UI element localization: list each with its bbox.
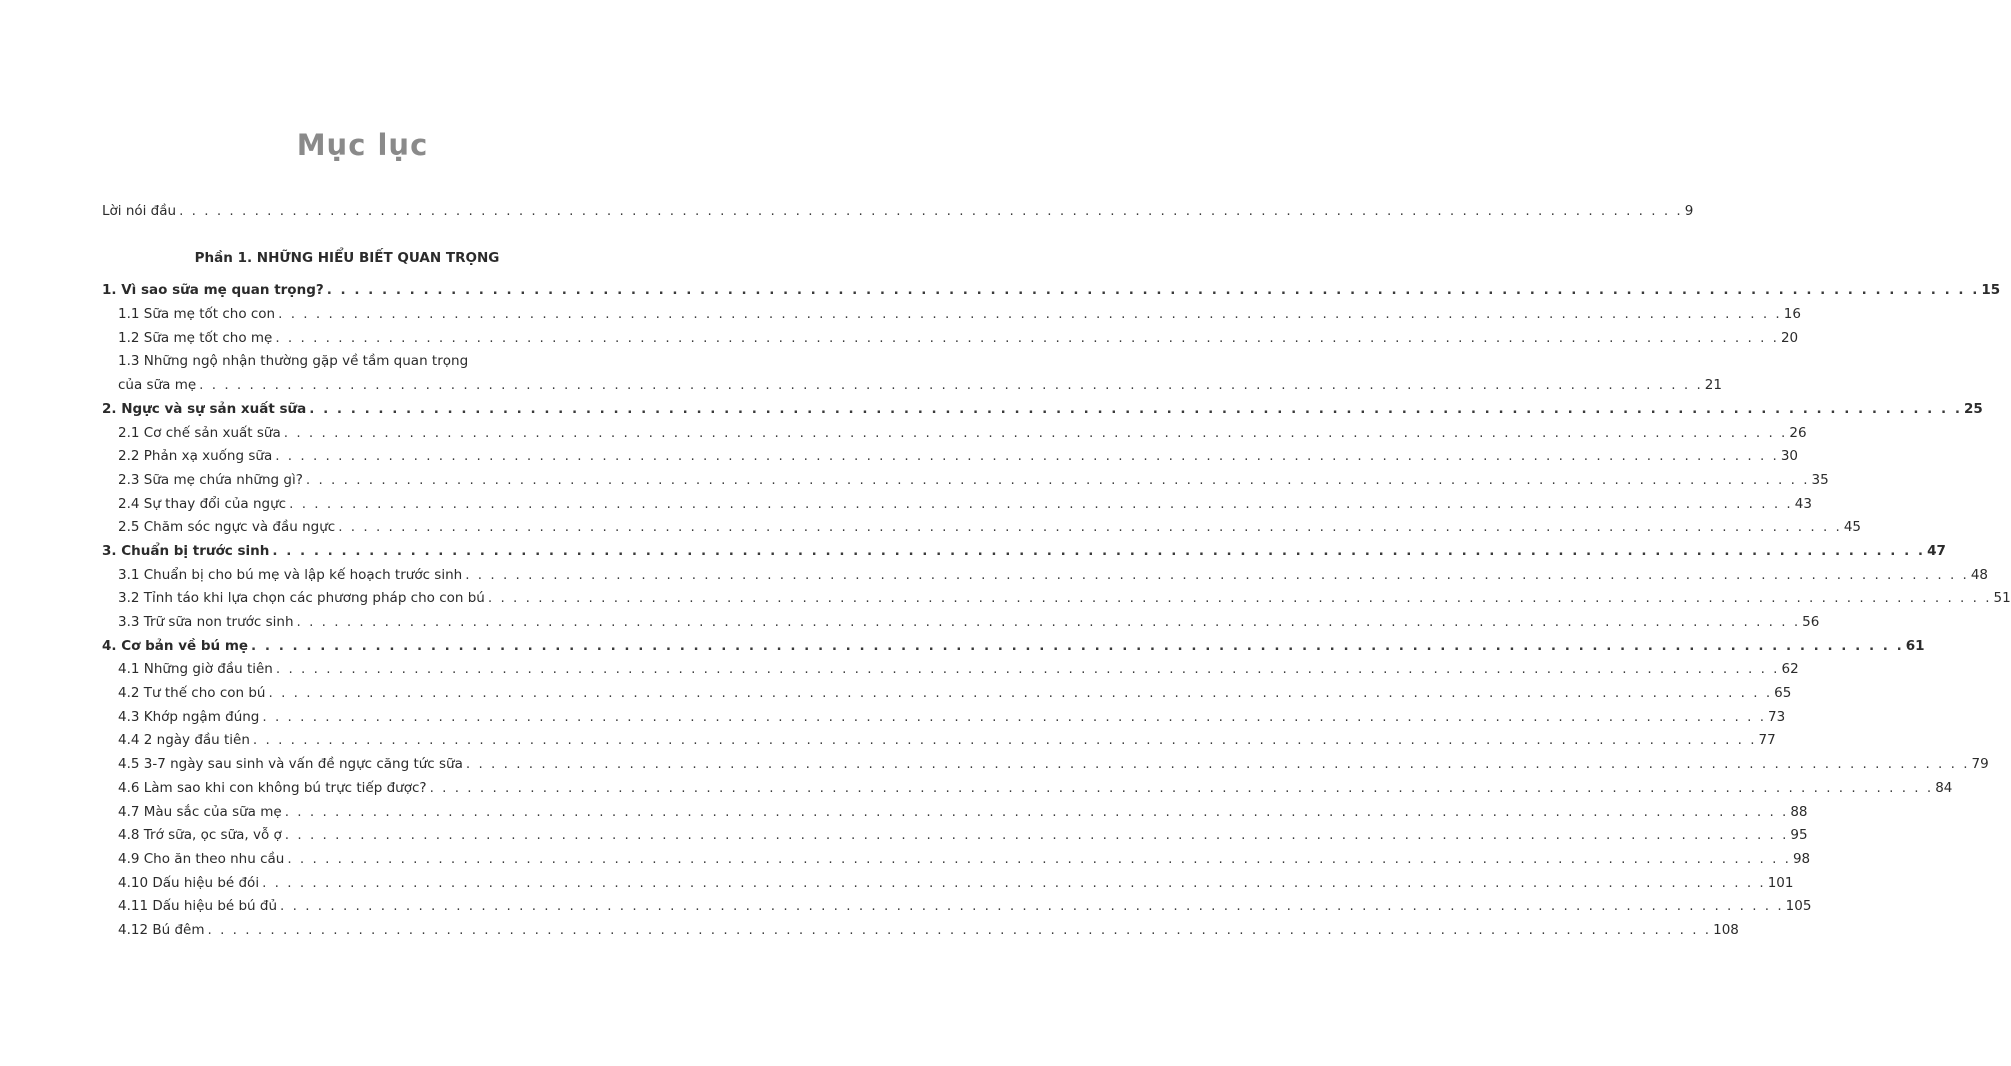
toc-page-number: 16 [1783, 306, 1801, 323]
toc-page-number: 26 [1789, 424, 1807, 441]
toc-entry-label: 2.3 Sữa mẹ chứa những gì? [118, 471, 303, 488]
toc-page-number: 98 [1792, 850, 1811, 867]
toc-page-number: 45 [1843, 519, 1862, 536]
toc-chapter-entry[interactable] [102, 279, 2001, 303]
dot-leader: . . . . . . . . . . . . . . . . . . . . . . . . . . . . . . . . . . . . . . . . . . . . . . . . . . . . . . . . . . . . . . . . . . . . . . . . . . . . . . . . . . . . . . . . . . . . . . . . . . . . . . . . . . . . . . . . . . . . . . . . [278, 306, 1782, 323]
toc-page-number: 20 [1780, 329, 1799, 346]
toc-entry[interactable] [102, 801, 1808, 825]
dot-leader: . . . . . . . . . . . . . . . . . . . . . . . . . . . . . . . . . . . . . . . . . . . . . . . . . . . . . . . . . . . . . . . . . . . . . . . . . . . . . . . . . . . . . . . . . . . . . . . . . . . . . . . . . . . . . . . . . . . . . . . . [284, 827, 1789, 844]
dot-leader: . . . . . . . . . . . . . . . . . . . . . . . . . . . . . . . . . . . . . . . . . . . . . . . . . . . . . . . . . . . . . . . . . . . . . . . . . . . . . . . . . . . . . . . . . . . . . . . . . . . . . . . . . . . . . . . . . . . . . . . . [252, 732, 1757, 749]
toc-page-number: 25 [1963, 400, 1983, 417]
toc-page-number: 62 [1781, 661, 1799, 678]
dot-leader: . . . . . . . . . . . . . . . . . . . . . . . . . . . . . . . . . . . . . . . . . . . . . . . . . . . . . . . . . . . . . . . . . . . . . . . . . . . . . . . . . . . . . . . . . . . . . . . . . . . . . . . . . . . . . . . . . . . . . . . . [179, 203, 1683, 219]
dot-leader: . . . . . . . . . . . . . . . . . . . . . . . . . . . . . . . . . . . . . . . . . . . . . . . . . . . . . . . . . . . . . . . . . . . . . . . . . . . . . . . . . . . . . . . . . . . . . . . . . . . . . . . . . . . . . . . . . . . . . . . . [207, 921, 1712, 938]
dot-leader: . . . . . . . . . . . . . . . . . . . . . . . . . . . . . . . . . . . . . . . . . . . . . . . . . . . . . . . . . . . . . . . . . . . . . . . . . . . . . . . . . . . . . . . . . . . . . . . . . . . . . . . . . . . . . . . . . . . . . . . . [283, 424, 1788, 441]
toc-entry[interactable] [102, 658, 1799, 682]
toc-entry[interactable] [102, 729, 1776, 753]
dot-leader: . . . . . . . . . . . . . . . . . . . . . . . . . . . . . . . . . . . . . . . . . . . . . . . . . . . . . . . . . . . . . . . . . . . . . . . . . . . . . . . . . . . . . . . . . . . . . . . . . . . . . . . . . . . . . . . . . . . . . . . . [289, 495, 1793, 512]
dot-leader: . . . . . . . . . . . . . . . . . . . . . . . . . . . . . . . . . . . . . . . . . . . . . . . . . . . . . . . . . . . . . . . . . . . . . . . . . . . . . . . . . . . . . . . . . . . . . . . . . . . . . . . . . . . . . . . . . . . . . . . . [251, 637, 1904, 654]
toc-entry[interactable] [102, 682, 1792, 706]
toc-entry-label: 1.1 Sữa mẹ tốt cho con [118, 306, 276, 323]
dot-leader: . . . . . . . . . . . . . . . . . . . . . . . . . . . . . . . . . . . . . . . . . . . . . . . . . . . . . . . . . . . . . . . . . . . . . . . . . . . . . . . . . . . . . . . . . . . . . . . . . . . . . . . . . . . . . . . . . . . . . . . . [338, 519, 1842, 536]
toc-entry[interactable] [102, 895, 1812, 919]
toc-entry-continuation[interactable] [102, 374, 1722, 398]
dot-leader: . . . . . . . . . . . . . . . . . . . . . . . . . . . . . . . . . . . . . . . . . . . . . . . . . . . . . . . . . . . . . . . . . . . . . . . . . . . . . . . . . . . . . . . . . . . . . . . . . . . . . . . . . . . . . . . . . . . . . . . . [275, 661, 1780, 678]
dot-leader: . . . . . . . . . . . . . . . . . . . . . . . . . . . . . . . . . . . . . . . . . . . . . . . . . . . . . . . . . . . . . . . . . . . . . . . . . . . . . . . . . . . . . . . . . . . . . . . . . . . . . . . . . . . . . . . . . . . . . . . . [309, 400, 1962, 417]
toc-entry[interactable] [102, 564, 1989, 588]
dot-leader: . . . . . . . . . . . . . . . . . . . . . . . . . . . . . . . . . . . . . . . . . . . . . . . . . . . . . . . . . . . . . . . . . . . . . . . . . . . . . . . . . . . . . . . . . . . . . . . . . . . . . . . . . . . . . . . . . . . . . . . . [272, 542, 1926, 559]
dot-leader: . . . . . . . . . . . . . . . . . . . . . . . . . . . . . . . . . . . . . . . . . . . . . . . . . . . . . . . . . . . . . . . . . . . . . . . . . . . . . . . . . . . . . . . . . . . . . . . . . . . . . . . . . . . . . . . . . . . . . . . . [280, 898, 1784, 915]
toc-entry-label: 4.7 Màu sắc của sữa mẹ [118, 803, 282, 820]
toc-chapter-entry[interactable] [102, 635, 1925, 659]
part-heading: Phần 1. NHỮNG HIỂU BIẾT QUAN TRỌNG [194, 249, 500, 266]
toc-page-number: 73 [1768, 708, 1786, 725]
toc-entry[interactable] [102, 706, 1786, 730]
toc-entry-label: 2.4 Sự thay đổi của ngực [118, 495, 287, 512]
dot-leader: . . . . . . . . . . . . . . . . . . . . . . . . . . . . . . . . . . . . . . . . . . . . . . . . . . . . . . . . . . . . . . . . . . . . . . . . . . . . . . . . . . . . . . . . . . . . . . . . . . . . . . . . . . . . . . . . . . . . . . . . [268, 685, 1773, 702]
toc-entry[interactable] [102, 422, 1807, 446]
toc-entry-label: 3.3 Trữ sữa non trước sinh [118, 614, 294, 630]
toc-entry[interactable] [102, 753, 1989, 777]
toc-entry[interactable] [102, 824, 1808, 848]
toc-page-number: 108 [1713, 921, 1739, 938]
toc-entry-label: 4.3 Khớp ngậm đúng [118, 708, 260, 725]
dot-leader: . . . . . . . . . . . . . . . . . . . . . . . . . . . . . . . . . . . . . . . . . . . . . . . . . . . . . . . . . . . . . . . . . . . . . . . . . . . . . . . . . . . . . . . . . . . . . . . . . . . . . . . . . . . . . . . . . . . . . . . . [275, 448, 1779, 465]
toc-page-number: 65 [1774, 685, 1792, 702]
toc-entry-label: 2. Ngực và sự sản xuất sữa [102, 400, 307, 417]
toc-page-number: 51 [1993, 590, 2011, 607]
dot-leader: . . . . . . . . . . . . . . . . . . . . . . . . . . . . . . . . . . . . . . . . . . . . . . . . . . . . . . . . . . . . . . . . . . . . . . . . . . . . . . . . . . . . . . . . . . . . . . . . . . . . . . . . . . . . . . . . . . . . . . . . [429, 779, 1934, 796]
toc-entry-label: 4.9 Cho ăn theo nhu cầu [118, 850, 285, 867]
dot-leader: . . . . . . . . . . . . . . . . . . . . . . . . . . . . . . . . . . . . . . . . . . . . . . . . . . . . . . . . . . . . . . . . . . . . . . . . . . . . . . . . . . . . . . . . . . . . . . . . . . . . . . . . . . . . . . . . . . . . . . . . [287, 850, 1791, 867]
toc-chapter-entry[interactable] [102, 540, 1946, 564]
toc-page-number: 30 [1780, 448, 1799, 465]
toc-entry-label: 1.2 Sữa mẹ tốt cho mẹ [118, 329, 273, 346]
toc-page-number: 84 [1935, 779, 1953, 796]
toc-entry[interactable] [102, 848, 1811, 872]
table-of-contents [102, 200, 2011, 943]
dot-leader: . . . . . . . . . . . . . . . . . . . . . . . . . . . . . . . . . . . . . . . . . . . . . . . . . . . . . . . . . . . . . . . . . . . . . . . . . . . . . . . . . . . . . . . . . . . . . . . . . . . . . . . . . . . . . . . . . . . . . . . . [305, 471, 1810, 488]
toc-entry-label: 4. Cơ bản về bú mẹ [102, 637, 249, 654]
toc-page-number: 9 [1684, 203, 1694, 219]
page-title: Mục lục [296, 128, 429, 162]
toc-entry-label: 2.5 Chăm sóc ngực và đầu ngực [118, 519, 336, 536]
toc-entry[interactable] [102, 350, 607, 374]
toc-page-number: 61 [1905, 637, 1925, 654]
toc-entry[interactable] [102, 587, 2011, 611]
toc-entry-label: 4.11 Dấu hiệu bé bú đủ [118, 898, 278, 915]
toc-page-number: 95 [1790, 827, 1808, 844]
toc-page-number: 56 [1802, 614, 1820, 630]
toc-entry-label: 1.3 Những ngộ nhận thường gặp về tầm quan trọng [118, 353, 469, 370]
toc-page-number: 101 [1767, 874, 1794, 891]
toc-entry-label: 1. Vì sao sữa mẹ quan trọng? [102, 282, 324, 299]
toc-entry[interactable] [102, 611, 1820, 635]
toc-entry-intro[interactable] [102, 200, 1694, 224]
toc-entry-label: Lời nói đầu [102, 203, 177, 219]
toc-entry-label: 2.1 Cơ chế sản xuất sữa [118, 424, 281, 441]
toc-page-number: 48 [1970, 566, 1989, 583]
toc-entry[interactable] [102, 919, 1739, 943]
toc-entries [102, 279, 2011, 942]
toc-page-number: 105 [1785, 898, 1812, 915]
toc-entry-label: 4.1 Những giờ đầu tiên [118, 661, 273, 678]
toc-page-number: 77 [1758, 732, 1776, 749]
toc-entry-label: 4.4 2 ngày đầu tiên [118, 732, 250, 749]
toc-page-number: 79 [1971, 756, 1989, 773]
toc-entry[interactable] [102, 469, 1829, 493]
dot-leader: . . . . . . . . . . . . . . . . . . . . . . . . . . . . . . . . . . . . . . . . . . . . . . . . . . . . . . . . . . . . . . . . . . . . . . . . . . . . . . . . . . . . . . . . . . . . . . . . . . . . . . . . . . . . . . . . . . . . . . . . [199, 377, 1703, 394]
toc-entry-label: 4.5 3-7 ngày sau sinh và vấn đề ngực căng tức sữa [118, 756, 463, 773]
toc-entry-label: 4.10 Dấu hiệu bé đói [118, 874, 260, 891]
toc-entry-label: 2.2 Phản xạ xuống sữa [118, 448, 273, 465]
toc-entry[interactable] [102, 872, 1794, 896]
toc-entry[interactable] [102, 303, 1801, 327]
toc-entry-label: của sữa mẹ [118, 377, 197, 394]
dot-leader: . . . . . . . . . . . . . . . . . . . . . . . . . . . . . . . . . . . . . . . . . . . . . . . . . . . . . . . . . . . . . . . . . . . . . . . . . . . . . . . . . . . . . . . . . . . . . . . . . . . . . . . . . . . . . . . . . . . . . . . . [296, 614, 1801, 630]
toc-page-number: 35 [1811, 471, 1829, 488]
toc-entry-label: 4.12 Bú đêm [118, 921, 205, 938]
dot-leader: . . . . . . . . . . . . . . . . . . . . . . . . . . . . . . . . . . . . . . . . . . . . . . . . . . . . . . . . . . . . . . . . . . . . . . . . . . . . . . . . . . . . . . . . . . . . . . . . . . . . . . . . . . . . . . . . . . . . . . . . [275, 329, 1779, 346]
toc-entry[interactable] [102, 777, 1953, 801]
dot-leader: . . . . . . . . . . . . . . . . . . . . . . . . . . . . . . . . . . . . . . . . . . . . . . . . . . . . . . . . . . . . . . . . . . . . . . . . . . . . . . . . . . . . . . . . . . . . . . . . . . . . . . . . . . . . . . . . . . . . . . . . [487, 590, 1992, 607]
toc-entry[interactable] [102, 327, 1799, 351]
toc-entry-label: 4.8 Trớ sữa, ọc sữa, vỗ ợ [118, 827, 282, 844]
toc-page-number: 47 [1927, 542, 1946, 559]
toc-entry-label: 3.2 Tỉnh táo khi lựa chọn các phương pháp cho con bú [118, 590, 485, 607]
toc-page-number: 21 [1704, 377, 1722, 394]
dot-leader: . . . . . . . . . . . . . . . . . . . . . . . . . . . . . . . . . . . . . . . . . . . . . . . . . . . . . . . . . . . . . . . . . . . . . . . . . . . . . . . . . . . . . . . . . . . . . . . . . . . . . . . . . . . . . . . . . . . . . . . . [465, 756, 1970, 773]
dot-leader: . . . . . . . . . . . . . . . . . . . . . . . . . . . . . . . . . . . . . . . . . . . . . . . . . . . . . . . . . . . . . . . . . . . . . . . . . . . . . . . . . . . . . . . . . . . . . . . . . . . . . . . . . . . . . . . . . . . . . . . . [284, 803, 1789, 820]
toc-entry-label: 4.6 Làm sao khi con không bú trực tiếp được? [118, 779, 427, 796]
toc-entry[interactable] [102, 493, 1812, 517]
toc-page-number: 15 [1981, 282, 2001, 299]
toc-entry[interactable] [102, 516, 1862, 540]
toc-page-number: 43 [1794, 495, 1812, 512]
toc-entry[interactable] [102, 445, 1799, 469]
toc-entry-label: 4.2 Tư thế cho con bú [118, 685, 266, 702]
dot-leader: . . . . . . . . . . . . . . . . . . . . . . . . . . . . . . . . . . . . . . . . . . . . . . . . . . . . . . . . . . . . . . . . . . . . . . . . . . . . . . . . . . . . . . . . . . . . . . . . . . . . . . . . . . . . . . . . . . . . . . . . [262, 708, 1767, 725]
toc-entry-label: 3.1 Chuẩn bị cho bú mẹ và lập kế hoạch trước sinh [118, 566, 463, 583]
toc-chapter-entry[interactable] [102, 398, 1983, 422]
toc-page-number: 88 [1790, 803, 1808, 820]
dot-leader: . . . . . . . . . . . . . . . . . . . . . . . . . . . . . . . . . . . . . . . . . . . . . . . . . . . . . . . . . . . . . . . . . . . . . . . . . . . . . . . . . . . . . . . . . . . . . . . . . . . . . . . . . . . . . . . . . . . . . . . . [262, 874, 1766, 891]
dot-leader: . . . . . . . . . . . . . . . . . . . . . . . . . . . . . . . . . . . . . . . . . . . . . . . . . . . . . . . . . . . . . . . . . . . . . . . . . . . . . . . . . . . . . . . . . . . . . . . . . . . . . . . . . . . . . . . . . . . . . . . . [326, 282, 1980, 299]
dot-leader: . . . . . . . . . . . . . . . . . . . . . . . . . . . . . . . . . . . . . . . . . . . . . . . . . . . . . . . . . . . . . . . . . . . . . . . . . . . . . . . . . . . . . . . . . . . . . . . . . . . . . . . . . . . . . . . . . . . . . . . . [465, 566, 1969, 583]
toc-entry-label: 3. Chuẩn bị trước sinh [102, 542, 270, 559]
